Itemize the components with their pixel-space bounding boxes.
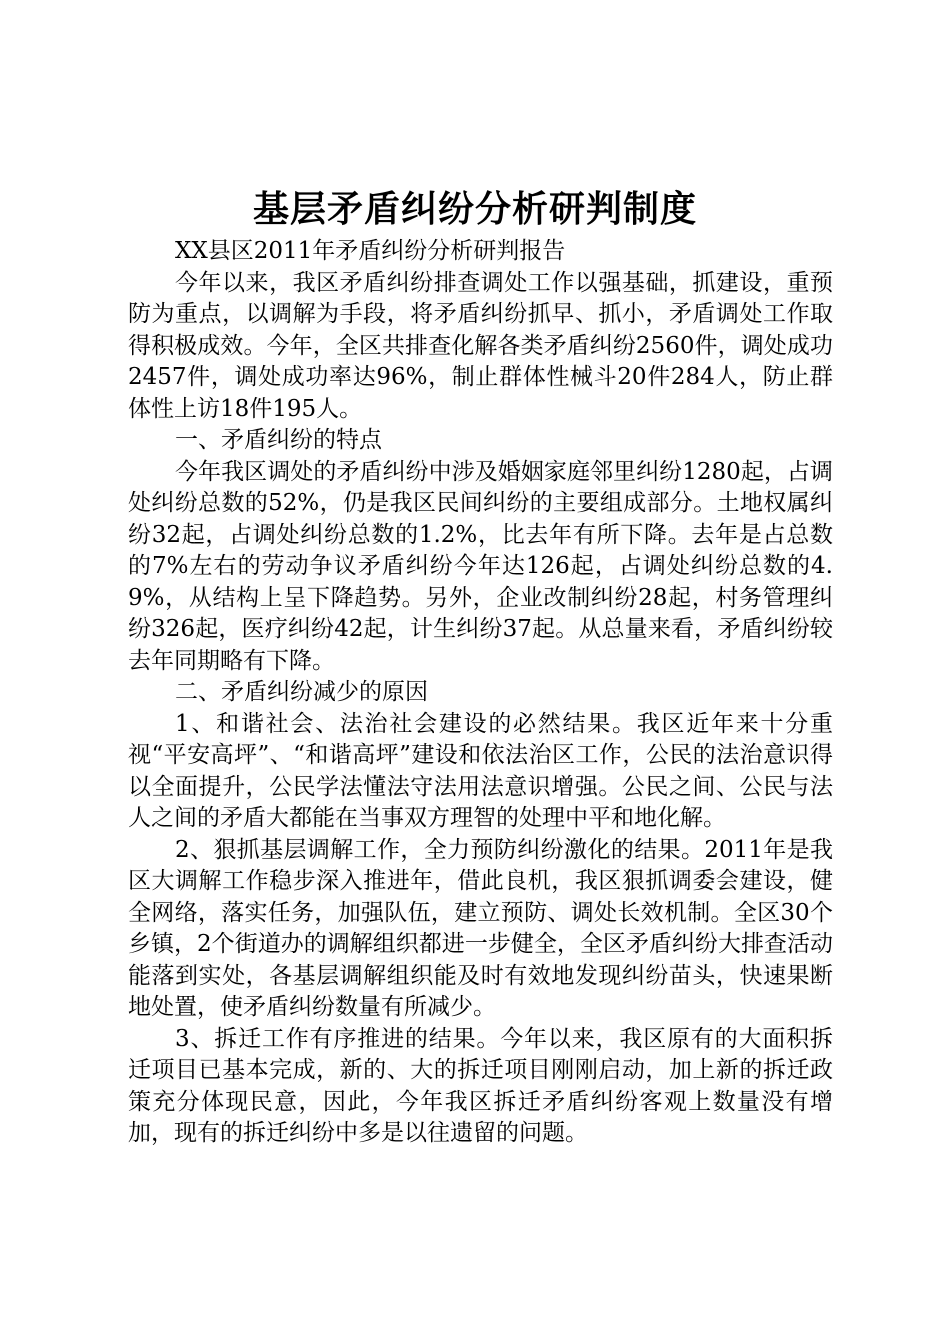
reason-paragraph-2: 2、狠抓基层调解工作，全力预防纠纷激化的结果。2011年是我区大调解工作稳步深入推进年，借此良机，我区狠抓调委会建设，健全网络，落实任务，加强队伍，建立预防、调处长效机制。全区30个乡镇，2个街道办的调解组织都进一步健全，全区矛盾纠纷大排查活动能落到实处，各基层调解组织能及时有效地发现纠纷苗头，快速果断地处置，使矛盾纠纷数量有所减少。 [128,836,833,1020]
intro-paragraph: 今年以来，我区矛盾纠纷排查调处工作以强基础，抓建设，重预防为重点，以调解为手段，将矛盾纠纷抓早、抓小，矛盾调处工作取得积极成效。今年，全区共排查化解各类矛盾纠纷2560件，调处成功2457件，调处成功率达96%，制止群体性械斗20件284人，防止群体性上访18件195人。 [128,269,833,422]
report-subtitle: XX县区2011年矛盾纠纷分析研判报告 [175,238,566,264]
document-body [128,236,833,1150]
section-heading-reasons: 二、矛盾纠纷减少的原因 [175,679,428,705]
document-title: 基层矛盾纠纷分析研判制度 [252,189,697,230]
reason-paragraph-1: 1、和谐社会、法治社会建设的必然结果。我区近年来十分重视“平安高坪”、“和谐高坪”建设和依法治区工作，公民的法治意识得以全面提升，公民学法懂法守法用法意识增强。公民之间、公民与法人之间的矛盾大都能在当事双方理智的处理中平和地化解。 [128,710,833,831]
features-paragraph: 今年我区调处的矛盾纠纷中涉及婚姻家庭邻里纠纷1280起，占调处纠纷总数的52%，仍是我区民间纠纷的主要组成部分。土地权属纠纷32起，占调处纠纷总数的1.2%，比去年有所下降。去年是占总数的7%左右的劳动争议矛盾纠纷今年达126起，占调处纠纷总数的4.9%，从结构上呈下降趋势。另外，企业改制纠纷28起，村务管理纠纷326起，医疗纠纷42起，计生纠纷37起。从总量来看，矛盾纠纷较去年同期略有下降。 [128,458,833,674]
section-heading-features: 一、矛盾纠纷的特点 [175,427,382,453]
reason-paragraph-3: 3、拆迁工作有序推进的结果。今年以来，我区原有的大面积拆迁项目已基本完成，新的、大的拆迁项目刚刚启动，加上新的拆迁政策充分体现民意，因此，今年我区拆迁矛盾纠纷客观上数量没有增加，现有的拆迁纠纷中多是以往遗留的问题。 [128,1025,833,1146]
